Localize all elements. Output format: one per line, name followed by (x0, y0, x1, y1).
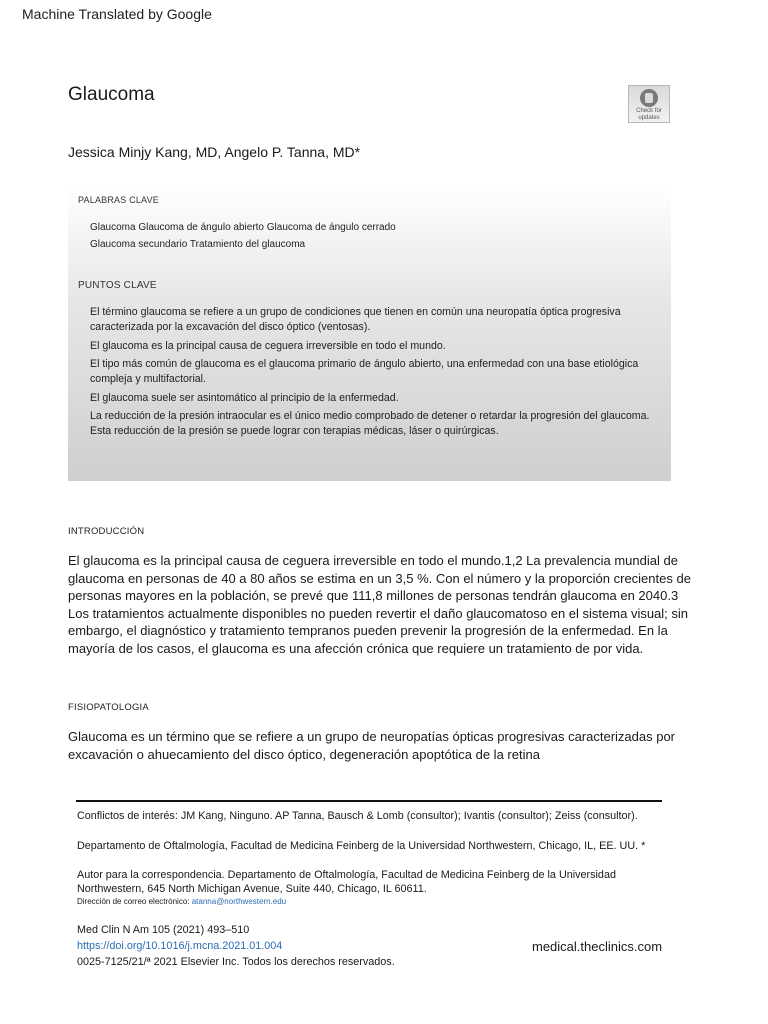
authors-line: Jessica Minjy Kang, MD, Angelo P. Tanna, MD* (68, 144, 361, 160)
check-for-updates-badge[interactable] (628, 85, 670, 123)
keyword-line: Glaucoma secundario Tratamiento del glaucoma (90, 239, 306, 250)
correspondence-footnote: Autor para la correspondencia. Departamento de Oftalmología, Facultad de Medicina Feinberg de la Universidad Northwestern, 645 North Michigan Avenue, Suite 440, Chicago, IL 60611. (77, 869, 616, 895)
footnote-divider (76, 800, 662, 802)
department-footnote: Departamento de Oftalmología, Facultad de Medicina Feinberg de la Universidad Northwestern, Chicago, IL, EE. UU. * (77, 840, 646, 852)
key-points-heading: PUNTOS CLAVE (78, 280, 157, 291)
pathophysiology-paragraph: Glaucoma es un término que se refiere a un grupo de neuropatías ópticas progresivas caracterizadas por excavación o ahuecamiento del disco óptico, degeneración apoptótica de la retina (68, 729, 676, 762)
introduction-heading: INTRODUCCIÓN (68, 526, 145, 537)
check-badge-label-1: Check for (636, 108, 662, 114)
key-point: El glaucoma es la principal causa de ceguera irreversible en todo el mundo. (90, 339, 446, 352)
keywords-heading: PALABRAS CLAVE (78, 195, 160, 205)
journal-citation: Med Clin N Am 105 (2021) 493–510 (77, 924, 250, 936)
email-footnote (77, 897, 667, 907)
key-point: La reducción de la presión intraocular es el único medio comprobado de detener o retardar la progresión del glaucoma. Esta reducción de la presión se puede lograr con terapias médicas, láser o quirúrgicas. (90, 410, 650, 438)
check-badge-label-2: updates (638, 115, 660, 121)
email-label: Dirección de correo electrónico: (77, 897, 192, 906)
key-points-list (90, 305, 660, 443)
email-link[interactable]: atanna@northwestern.edu (191, 897, 287, 906)
key-point: El término glaucoma se refiere a un grupo de condiciones que tienen en común una neuropatía óptica progresiva caracterizada por la excavación del disco óptico (ventosas). (90, 306, 621, 333)
machine-translation-banner: Machine Translated by Google (22, 6, 212, 22)
key-box (68, 186, 671, 481)
keywords-list (90, 219, 396, 253)
keyword-line: Glaucoma Glaucoma de ángulo abierto Glaucoma de ángulo cerrado (90, 222, 396, 233)
copyright-line: 0025-7125/21/ª 2021 Elsevier Inc. Todos los derechos reservados. (77, 956, 395, 968)
key-point: El tipo más común de glaucoma es el glaucoma primario de ángulo abierto, una enfermedad con una base etiológica compleja y multifactorial. (90, 358, 639, 386)
journal-website: medical.theclinics.com (532, 939, 663, 954)
conflicts-footnote: Conflictos de interés: JM Kang, Ninguno. AP Tanna, Bausch & Lomb (consultor); Ivantis (consultor); Zeiss (consultor). (77, 810, 638, 822)
check-updates-icon (640, 89, 658, 107)
pathophysiology-heading: FISIOPATOLOGIA (68, 702, 149, 713)
introduction-paragraph: El glaucoma es la principal causa de ceguera irreversible en todo el mundo.1,2 La prevalencia mundial de glaucoma en personas de 40 a 80 años se estima en un 3,5 %. Con el número y la proporción crecientes de personas mayores en la población, se prevé que 111,8 millones de personas tendrán glaucoma en 2040.3 Los tratamientos actualmente disponibles no pueden revertir el daño glaucomatoso en el sistema visual; sin embargo, el diagnóstico y tratamiento tempranos pueden prevenir la progresión de la enfermedad. En la mayoría de los casos, el glaucoma es una afección crónica que requiere un tratamiento de por vida. (68, 553, 691, 656)
article-title: Glaucoma (68, 84, 155, 105)
key-point: El glaucoma suele ser asintomático al principio de la enfermedad. (90, 391, 399, 404)
doi-link[interactable]: https://doi.org/10.1016/j.mcna.2021.01.004 (77, 940, 283, 952)
